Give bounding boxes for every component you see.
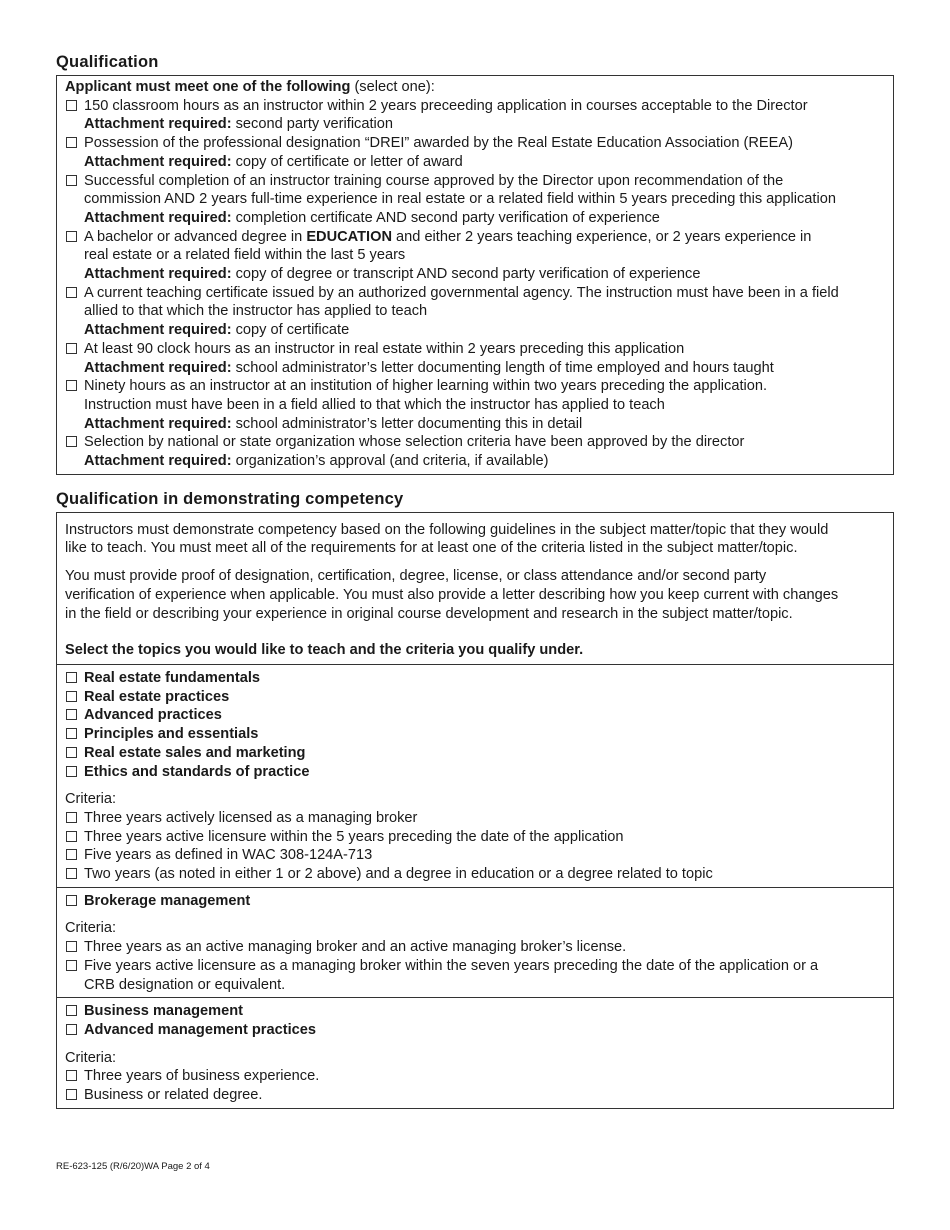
checkbox[interactable]: [66, 137, 77, 148]
checkbox[interactable]: [66, 747, 77, 758]
checkbox[interactable]: [66, 831, 77, 842]
topic-item[interactable]: Advanced management practices: [65, 1021, 885, 1040]
topic-item[interactable]: Brokerage management: [65, 892, 885, 911]
checkbox[interactable]: [66, 672, 77, 683]
criteria-item[interactable]: Three years active licensure within the 5 years preceding the date of the application: [65, 828, 885, 847]
checkbox[interactable]: [66, 436, 77, 447]
qualification-option[interactable]: A bachelor or advanced degree in EDUCATION and either 2 years teaching experience, or 2 years experience in real estate or a related field within the last 5 years Attachment required: copy of degree or transcript AND second party verification of experience: [65, 228, 885, 284]
checkbox[interactable]: [66, 868, 77, 879]
form-page: [56, 52, 894, 1109]
checkbox[interactable]: [66, 1070, 77, 1081]
qualification-intro: Applicant must meet one of the following (select one):: [65, 79, 435, 95]
qualification-option[interactable]: Successful completion of an instructor training course approved by the Director upon recommendation of the commission AND 2 years full-time experience in real estate or a related field within 5 years preceding this application Attachment required: completion certificate AND second party verification of experience: [65, 172, 885, 228]
checkbox[interactable]: [66, 380, 77, 391]
checkbox[interactable]: [66, 941, 77, 952]
checkbox[interactable]: [66, 849, 77, 860]
criteria-item[interactable]: Three years as an active managing broker and an active managing broker’s license.: [65, 938, 885, 957]
topic-item[interactable]: Real estate fundamentals: [65, 669, 885, 688]
checkbox[interactable]: [66, 895, 77, 906]
criteria-label: Criteria:: [65, 791, 117, 808]
criteria-item[interactable]: Five years active licensure as a managing broker within the seven years preceding the date of the application or a CRB designation or equivalent.: [65, 957, 885, 994]
qualification-option[interactable]: At least 90 clock hours as an instructor in real estate within 2 years preceding this application Attachment required: school administrator’s letter documenting length of time employed and hours taught: [65, 340, 885, 377]
topic-item[interactable]: Real estate practices: [65, 688, 885, 707]
checkbox[interactable]: [66, 1089, 77, 1100]
qualification-option[interactable]: A current teaching certificate issued by an authorized governmental agency. The instruction must have been in a field allied to that which the instructor has applied to teach Attachment required: copy of certificate: [65, 284, 885, 340]
qualification-box: [56, 75, 894, 475]
qualification-option[interactable]: Possession of the professional designation “DREI” awarded by the Real Estate Education Association (REEA) Attachment required: copy of certificate or letter of award: [65, 134, 885, 171]
checkbox[interactable]: [66, 766, 77, 777]
checkbox[interactable]: [66, 691, 77, 702]
topic-group-3: [57, 997, 893, 1108]
criteria-item[interactable]: Three years of business experience.: [65, 1067, 885, 1086]
criteria-label: Criteria:: [65, 920, 117, 937]
checkbox[interactable]: [66, 287, 77, 298]
qualification-option[interactable]: Selection by national or state organization whose selection criteria have been approved by the director Attachment required: organization’s approval (and criteria, if available): [65, 433, 885, 470]
criteria-label: Criteria:: [65, 1049, 117, 1066]
form-footer: RE-623-125 (R/6/20)WA Page 2 of 4: [56, 1161, 210, 1172]
qualification-title: Qualification: [56, 53, 159, 71]
qualification-option[interactable]: 150 classroom hours as an instructor within 2 years preceeding application in courses acceptable to the Director Attachment required: second party verification: [65, 97, 885, 134]
checkbox[interactable]: [66, 709, 77, 720]
checkbox[interactable]: [66, 960, 77, 971]
checkbox[interactable]: [66, 1005, 77, 1016]
criteria-item[interactable]: Five years as defined in WAC 308-124A-713: [65, 846, 885, 865]
topic-item[interactable]: Business management: [65, 1002, 885, 1021]
select-topics-prompt: Select the topics you would like to teach and the criteria you qualify under.: [65, 642, 584, 659]
checkbox[interactable]: [66, 231, 77, 242]
criteria-item[interactable]: Three years actively licensed as a managing broker: [65, 809, 885, 828]
topic-item[interactable]: Ethics and standards of practice: [65, 763, 885, 782]
topic-item[interactable]: Advanced practices: [65, 706, 885, 725]
checkbox[interactable]: [66, 175, 77, 186]
topic-group-1: [57, 664, 893, 887]
topic-item[interactable]: Real estate sales and marketing: [65, 744, 885, 763]
checkbox[interactable]: [66, 812, 77, 823]
competency-title: Qualification in demonstrating competency: [56, 489, 404, 508]
topic-group-2: [57, 887, 893, 998]
checkbox[interactable]: [66, 728, 77, 739]
topic-item[interactable]: Principles and essentials: [65, 725, 885, 744]
checkbox[interactable]: [66, 1024, 77, 1035]
criteria-item[interactable]: Two years (as noted in either 1 or 2 above) and a degree in education or a degree related to topic: [65, 865, 885, 884]
criteria-item[interactable]: Business or related degree.: [65, 1086, 885, 1105]
competency-intro: Instructors must demonstrate competency based on the following guidelines in the subject matter/topic that they would like to teach. You must meet all of the requirements for at least one of the criteria listed in the subject matter/topic. You must provide proof of designation, certification, degree, license, or class attendance and/or second party verification of experience when applicable. You must also provide a letter describing how you keep current with changes in the field or describing your experience in original course development and research in the subject matter/topic. Select the topics you would like to teach and the criteria you qualify under.: [57, 513, 893, 660]
checkbox[interactable]: [66, 100, 77, 111]
checkbox[interactable]: [66, 343, 77, 354]
qualification-option[interactable]: Ninety hours as an instructor at an institution of higher learning within two years preceding the application. Instruction must have been in a field allied to that which the instructor has applied to teach Attachment required: school administrator’s letter documenting this in detail: [65, 377, 885, 433]
competency-box: [56, 512, 894, 1109]
